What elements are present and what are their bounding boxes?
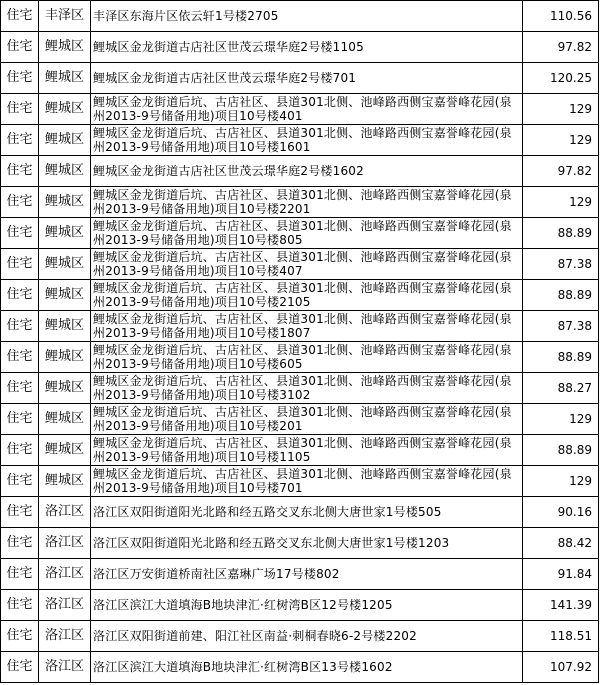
district-cell: 鲤城区 [39,63,91,94]
table-row [1,156,599,187]
table-row [1,435,599,466]
district-cell: 鲤城区 [39,249,91,280]
address-cell: 鲤城区金龙街道古店社区世茂云璟华庭2号楼701 [91,63,523,94]
property-type-cell: 住宅 [1,249,39,280]
address-cell: 鲤城区金龙街道后坑、古店社区、县道301北侧、池峰路西侧宝嘉誉峰花园(泉州2013-9号储备用地)项目10号楼201 [91,404,523,435]
property-type-cell: 住宅 [1,94,39,125]
property-type-cell: 住宅 [1,404,39,435]
address-cell: 丰泽区东海片区依云轩1号楼2705 [91,1,523,32]
area-cell: 88.42 [523,528,599,559]
area-cell: 141.39 [523,590,599,621]
address-cell: 鲤城区金龙街道后坑、古店社区、县道301北侧、池峰路西侧宝嘉誉峰花园(泉州2013-9号储备用地)项目10号楼805 [91,218,523,249]
district-cell: 鲤城区 [39,218,91,249]
area-cell: 88.89 [523,280,599,311]
table-row [1,404,599,435]
area-cell: 87.38 [523,249,599,280]
table-row [1,63,599,94]
address-cell: 鲤城区金龙街道后坑、古店社区、县道301北侧、池峰路西侧宝嘉誉峰花园(泉州2013-9号储备用地)项目10号楼407 [91,249,523,280]
address-cell: 鲤城区金龙街道后坑、古店社区、县道301北侧、池峰路西侧宝嘉誉峰花园(泉州2013-9号储备用地)项目10号楼2201 [91,187,523,218]
area-cell: 129 [523,94,599,125]
area-cell: 129 [523,404,599,435]
property-type-cell: 住宅 [1,621,39,652]
address-cell: 鲤城区金龙街道后坑、古店社区、县道301北侧、池峰路西侧宝嘉誉峰花园(泉州2013-9号储备用地)项目10号楼3102 [91,373,523,404]
address-cell: 鲤城区金龙街道古店社区世茂云璟华庭2号楼1105 [91,32,523,63]
table-row [1,218,599,249]
address-cell: 洛江区滨江大道填海B地块津汇·红树湾B区12号楼1205 [91,590,523,621]
area-cell: 129 [523,187,599,218]
table-row [1,559,599,590]
district-cell: 鲤城区 [39,32,91,63]
table-row [1,1,599,32]
property-type-cell: 住宅 [1,32,39,63]
table-row [1,94,599,125]
property-type-cell: 住宅 [1,218,39,249]
area-cell: 110.56 [523,1,599,32]
district-cell: 鲤城区 [39,311,91,342]
district-cell: 鲤城区 [39,156,91,187]
property-type-cell: 住宅 [1,187,39,218]
district-cell: 洛江区 [39,590,91,621]
area-cell: 88.27 [523,373,599,404]
area-cell: 90.16 [523,497,599,528]
table-row [1,528,599,559]
property-type-cell: 住宅 [1,311,39,342]
table-row [1,125,599,156]
address-cell: 鲤城区金龙街道后坑、古店社区、县道301北侧、池峰路西侧宝嘉誉峰花园(泉州2013-9号储备用地)项目10号楼2105 [91,280,523,311]
area-cell: 88.89 [523,342,599,373]
address-cell: 鲤城区金龙街道后坑、古店社区、县道301北侧、池峰路西侧宝嘉誉峰花园(泉州2013-9号储备用地)项目10号楼1601 [91,125,523,156]
address-cell: 洛江区双阳街道阳光北路和经五路交叉东北侧大唐世家1号楼505 [91,497,523,528]
area-cell: 129 [523,125,599,156]
district-cell: 洛江区 [39,621,91,652]
table-row [1,280,599,311]
table-row [1,32,599,63]
district-cell: 鲤城区 [39,466,91,497]
property-type-cell: 住宅 [1,590,39,621]
property-type-cell: 住宅 [1,63,39,94]
district-cell: 鲤城区 [39,187,91,218]
area-cell: 129 [523,466,599,497]
district-cell: 鲤城区 [39,342,91,373]
area-cell: 87.38 [523,311,599,342]
table-row [1,652,599,683]
property-type-cell: 住宅 [1,373,39,404]
district-cell: 丰泽区 [39,1,91,32]
property-type-cell: 住宅 [1,435,39,466]
table-row [1,187,599,218]
property-type-cell: 住宅 [1,156,39,187]
table-row [1,466,599,497]
property-table-body [1,1,599,683]
table-row [1,590,599,621]
area-cell: 107.92 [523,652,599,683]
table-row [1,342,599,373]
table-row [1,621,599,652]
district-cell: 洛江区 [39,559,91,590]
area-cell: 120.25 [523,63,599,94]
address-cell: 洛江区滨江大道填海B地块津汇·红树湾B区13号楼1602 [91,652,523,683]
area-cell: 118.51 [523,621,599,652]
property-type-cell: 住宅 [1,125,39,156]
address-cell: 鲤城区金龙街道后坑、古店社区、县道301北侧、池峰路西侧宝嘉誉峰花园(泉州2013-9号储备用地)项目10号楼605 [91,342,523,373]
address-cell: 洛江区万安街道桥南社区嘉琳广场17号楼802 [91,559,523,590]
district-cell: 鲤城区 [39,435,91,466]
address-cell: 鲤城区金龙街道后坑、古店社区、县道301北侧、池峰路西侧宝嘉誉峰花园(泉州2013-9号储备用地)项目10号楼1105 [91,435,523,466]
table-row [1,249,599,280]
address-cell: 洛江区双阳街道阳光北路和经五路交叉东北侧大唐世家1号楼1203 [91,528,523,559]
area-cell: 88.89 [523,218,599,249]
property-type-cell: 住宅 [1,342,39,373]
district-cell: 鲤城区 [39,373,91,404]
district-cell: 鲤城区 [39,94,91,125]
property-type-cell: 住宅 [1,559,39,590]
property-type-cell: 住宅 [1,497,39,528]
address-cell: 鲤城区金龙街道后坑、古店社区、县道301北侧、池峰路西侧宝嘉誉峰花园(泉州2013-9号储备用地)项目10号楼701 [91,466,523,497]
area-cell: 97.82 [523,156,599,187]
area-cell: 97.82 [523,32,599,63]
property-type-cell: 住宅 [1,652,39,683]
district-cell: 洛江区 [39,528,91,559]
district-cell: 鲤城区 [39,125,91,156]
area-cell: 88.89 [523,435,599,466]
district-cell: 洛江区 [39,652,91,683]
property-type-cell: 住宅 [1,280,39,311]
property-type-cell: 住宅 [1,528,39,559]
district-cell: 鲤城区 [39,280,91,311]
address-cell: 鲤城区金龙街道后坑、古店社区、县道301北侧、池峰路西侧宝嘉誉峰花园(泉州2013-9号储备用地)项目10号楼401 [91,94,523,125]
property-type-cell: 住宅 [1,1,39,32]
address-cell: 洛江区双阳街道前建、阳江社区南益·刺桐春晓6-2号楼2202 [91,621,523,652]
area-cell: 91.84 [523,559,599,590]
table-row [1,311,599,342]
address-cell: 鲤城区金龙街道后坑、古店社区、县道301北侧、池峰路西侧宝嘉誉峰花园(泉州2013-9号储备用地)项目10号楼1807 [91,311,523,342]
address-cell: 鲤城区金龙街道古店社区世茂云璟华庭2号楼1602 [91,156,523,187]
property-type-cell: 住宅 [1,466,39,497]
district-cell: 洛江区 [39,497,91,528]
table-row [1,497,599,528]
table-row [1,373,599,404]
district-cell: 鲤城区 [39,404,91,435]
